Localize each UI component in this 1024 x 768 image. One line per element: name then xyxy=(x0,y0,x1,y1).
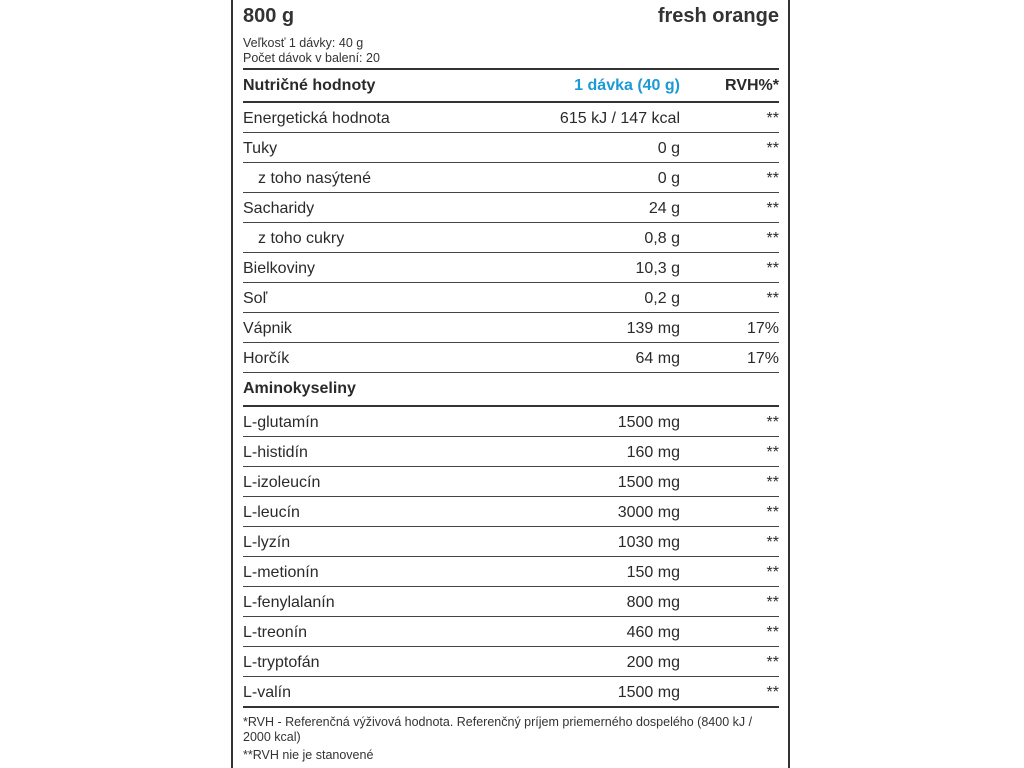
row-rvh: ** xyxy=(766,654,779,671)
row-name: L-izoleucín xyxy=(243,474,321,491)
row-name: z toho cukry xyxy=(258,230,345,247)
flavor-name: fresh orange xyxy=(657,5,779,27)
row-rvh: ** xyxy=(766,594,779,611)
row-rvh: ** xyxy=(766,260,779,277)
row-value: 160 mg xyxy=(626,444,680,461)
table-row xyxy=(243,193,779,223)
row-rvh: 17% xyxy=(746,350,779,367)
row-name: L-lyzín xyxy=(243,534,291,551)
table-row xyxy=(243,587,779,617)
table-row xyxy=(243,163,779,193)
row-rvh: ** xyxy=(766,534,779,551)
row-value: 800 mg xyxy=(626,594,680,611)
footnotes xyxy=(243,715,779,763)
row-value: 24 g xyxy=(648,200,680,217)
table-row xyxy=(243,437,779,467)
row-rvh: ** xyxy=(766,564,779,581)
table-row xyxy=(243,133,779,163)
row-rvh: ** xyxy=(766,414,779,431)
table-row xyxy=(243,677,779,708)
table-row xyxy=(243,343,779,373)
header-serving-label: 1 dávka (40 g) xyxy=(574,77,680,94)
table-row xyxy=(243,497,779,527)
table-row xyxy=(243,467,779,497)
row-value: 10,3 g xyxy=(635,260,680,277)
row-rvh: ** xyxy=(766,170,779,187)
row-value: 0,2 g xyxy=(644,290,680,307)
row-value: 1500 mg xyxy=(617,684,680,701)
row-rvh: 17% xyxy=(746,320,779,337)
row-value: 200 mg xyxy=(626,654,680,671)
package-weight: 800 g xyxy=(243,5,295,27)
row-value: 0 g xyxy=(657,170,680,187)
row-rvh: ** xyxy=(766,624,779,641)
label-top-row xyxy=(243,5,779,31)
row-rvh: ** xyxy=(766,444,779,461)
footnote-rvh-not-set: **RVH nie je stanovené xyxy=(243,748,374,762)
row-value: 615 kJ / 147 kcal xyxy=(559,110,680,127)
nutrition-table xyxy=(243,68,779,708)
serving-size: Veľkosť 1 dávky: 40 g xyxy=(243,36,364,50)
row-name: L-leucín xyxy=(243,504,300,521)
footnote-rvh: *RVH - Referenčná výživová hodnota. Referenčný príjem priemerného dospelého (8400 kJ / 2000 kcal) xyxy=(243,715,753,744)
row-name: L-treonín xyxy=(243,624,308,641)
row-name: Soľ xyxy=(243,290,268,307)
row-value: 150 mg xyxy=(626,564,680,581)
amino-section-header xyxy=(243,373,779,407)
row-rvh: ** xyxy=(766,110,779,127)
table-row xyxy=(243,283,779,313)
row-value: 0 g xyxy=(657,140,680,157)
row-rvh: ** xyxy=(766,200,779,217)
table-row xyxy=(243,617,779,647)
row-value: 64 mg xyxy=(635,350,680,367)
header-rvh-label: RVH%* xyxy=(725,77,779,94)
row-value: 460 mg xyxy=(626,624,680,641)
table-row xyxy=(243,103,779,133)
servings-count: Počet dávok v balení: 20 xyxy=(243,51,380,65)
row-rvh: ** xyxy=(766,474,779,491)
row-rvh: ** xyxy=(766,290,779,307)
table-row xyxy=(243,253,779,283)
row-name: L-glutamín xyxy=(243,414,319,431)
table-header-row xyxy=(243,70,779,103)
table-row xyxy=(243,647,779,677)
amino-section-title: Aminokyseliny xyxy=(243,380,356,397)
header-nutrients-label: Nutričné hodnoty xyxy=(243,77,376,94)
row-value: 1500 mg xyxy=(617,474,680,491)
row-name: L-valín xyxy=(243,684,292,701)
row-value: 1030 mg xyxy=(617,534,680,551)
row-name: z toho nasýtené xyxy=(258,170,371,187)
table-row xyxy=(243,527,779,557)
row-value: 139 mg xyxy=(626,320,680,337)
nutrition-label xyxy=(231,0,790,768)
row-rvh: ** xyxy=(766,230,779,247)
row-name: Energetická hodnota xyxy=(243,110,390,127)
row-name: Vápnik xyxy=(243,320,292,337)
row-name: L-metionín xyxy=(243,564,319,581)
row-name: Tuky xyxy=(243,140,278,157)
row-name: Horčík xyxy=(243,350,290,367)
row-rvh: ** xyxy=(766,684,779,701)
row-name: L-tryptofán xyxy=(243,654,320,671)
row-value: 1500 mg xyxy=(617,414,680,431)
table-row xyxy=(243,223,779,253)
table-row xyxy=(243,313,779,343)
row-value: 0,8 g xyxy=(644,230,680,247)
row-name: L-histidín xyxy=(243,444,308,461)
table-row xyxy=(243,407,779,437)
row-rvh: ** xyxy=(766,140,779,157)
row-name: L-fenylalanín xyxy=(243,594,335,611)
row-name: Bielkoviny xyxy=(243,260,316,277)
row-name: Sacharidy xyxy=(243,200,315,217)
table-row xyxy=(243,557,779,587)
row-rvh: ** xyxy=(766,504,779,521)
row-value: 3000 mg xyxy=(617,504,680,521)
